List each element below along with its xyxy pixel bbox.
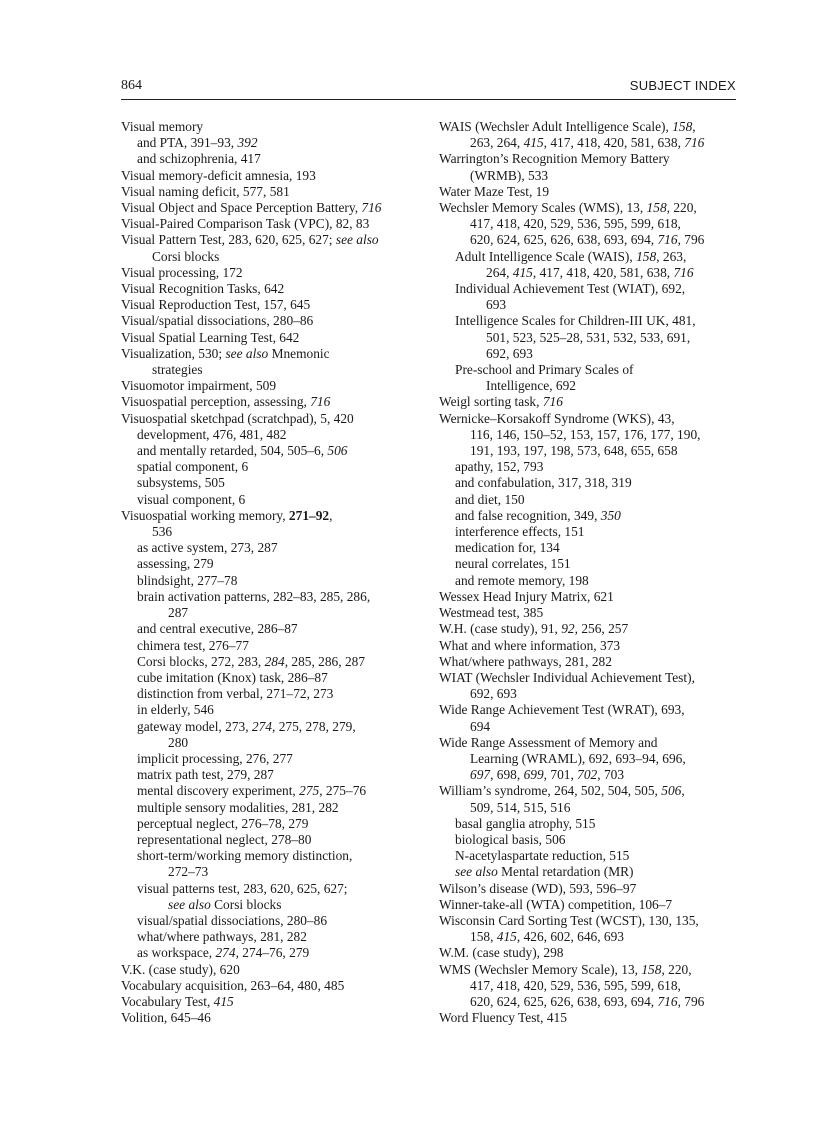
- index-entry: Visual-Paired Comparison Task (VPC), 82, 83: [121, 216, 370, 232]
- index-entry-continuation: 287: [168, 605, 189, 621]
- index-subentry: Individual Achievement Test (WIAT), 692,: [455, 281, 686, 297]
- index-entry: W.M. (case study), 298: [439, 945, 564, 961]
- index-entry-continuation: 191, 193, 197, 198, 573, 648, 655, 658: [470, 443, 678, 459]
- index-subentry: as workspace, 274, 274–76, 279: [137, 945, 310, 961]
- index-subentry: what/where pathways, 281, 282: [137, 929, 307, 945]
- index-entry: W.H. (case study), 91, 92, 256, 257: [439, 621, 629, 637]
- index-entry: Visual/spatial dissociations, 280–86: [121, 313, 314, 329]
- index-subentry: as active system, 273, 287: [137, 540, 278, 556]
- index-subentry: chimera test, 276–77: [137, 637, 249, 653]
- index-subentry: gateway model, 273, 274, 275, 278, 279,: [137, 718, 356, 734]
- index-subentry: subsystems, 505: [137, 475, 225, 491]
- index-subentry: cube imitation (Knox) task, 286–87: [137, 669, 328, 685]
- index-subentry: see also Mental retardation (MR): [455, 864, 634, 880]
- index-subentry: representational neglect, 278–80: [137, 831, 312, 847]
- index-subentry: visual component, 6: [137, 491, 246, 507]
- index-entry: Wernicke–Korsakoff Syndrome (WKS), 43,: [439, 410, 675, 426]
- index-entry-continuation: 158, 415, 426, 602, 646, 693: [470, 929, 624, 945]
- index-subentry: development, 476, 481, 482: [137, 426, 287, 442]
- index-entry: What/where pathways, 281, 282: [439, 653, 612, 669]
- index-entry: Visuomotor impairment, 509: [121, 378, 277, 394]
- index-entry-continuation: 693: [486, 297, 507, 313]
- index-subentry: and PTA, 391–93, 392: [137, 135, 258, 151]
- index-entry-continuation: Learning (WRAML), 692, 693–94, 696,: [470, 750, 686, 766]
- index-entry-continuation: 509, 514, 515, 516: [470, 799, 571, 815]
- index-subentry: and false recognition, 349, 350: [455, 507, 621, 523]
- index-entry-continuation: 536: [152, 524, 173, 540]
- index-entry: V.K. (case study), 620: [121, 961, 240, 977]
- index-subentry: Adult Intelligence Scale (WAIS), 158, 263,: [455, 248, 687, 264]
- index-entry: Visual memory: [121, 119, 204, 134]
- page-header: [121, 78, 736, 96]
- index-subentry: short-term/working memory distinction,: [137, 848, 353, 864]
- index-entry-continuation: 697, 698, 699, 701, 702, 703: [470, 767, 625, 783]
- index-entry: Visual Recognition Tasks, 642: [121, 281, 285, 297]
- index-subentry: Intelligence Scales for Children-III UK, 481,: [455, 313, 696, 329]
- index-subentry: and diet, 150: [455, 491, 525, 507]
- index-subentry: multiple sensory modalities, 281, 282: [137, 799, 339, 815]
- index-subentry: basal ganglia atrophy, 515: [455, 815, 596, 831]
- index-subentry: blindsight, 277–78: [137, 572, 238, 588]
- index-entry: WMS (Wechsler Memory Scale), 13, 158, 220,: [439, 961, 692, 977]
- index-entry-continuation: (WRMB), 533: [470, 167, 549, 183]
- index-entry-continuation: see also Corsi blocks: [168, 896, 282, 912]
- index-entry-continuation: 264, 415, 417, 418, 420, 581, 638, 716: [486, 264, 694, 280]
- index-subentry: assessing, 279: [137, 556, 214, 572]
- index-entry-continuation: 692, 693: [470, 686, 517, 702]
- index-subentry: brain activation patterns, 282–83, 285, 286,: [137, 588, 371, 604]
- index-entry-continuation: 272–73: [168, 864, 209, 880]
- index-subentry: and confabulation, 317, 318, 319: [455, 475, 632, 491]
- index-entry: Visualization, 530; see also Mnemonic: [121, 345, 330, 361]
- index-subentry: and mentally retarded, 504, 505–6, 506: [137, 443, 348, 459]
- index-entry: Winner-take-all (WTA) competition, 106–7: [439, 896, 673, 912]
- index-entry: Warrington’s Recognition Memory Battery: [439, 151, 670, 167]
- index-entry: WIAT (Wechsler Individual Achievement Test),: [439, 669, 695, 685]
- index-entry-continuation: 620, 624, 625, 626, 638, 693, 694, 716, 796: [470, 993, 705, 1009]
- index-entry: Visual Pattern Test, 283, 620, 625, 627; see also: [121, 232, 379, 248]
- index-column-left: [121, 119, 421, 1026]
- index-entry: Visuospatial sketchpad (scratchpad), 5, 420: [121, 410, 354, 426]
- index-subentry: distinction from verbal, 271–72, 273: [137, 686, 334, 702]
- index-entry: Vocabulary Test, 415: [121, 993, 234, 1009]
- index-entry: Weigl sorting task, 716: [439, 394, 563, 410]
- index-entry: Wide Range Achievement Test (WRAT), 693,: [439, 702, 685, 718]
- index-entry-continuation: 501, 523, 525–28, 531, 532, 533, 691,: [486, 329, 691, 345]
- index-subentry: N-acetylaspartate reduction, 515: [455, 848, 630, 864]
- index-entry: Visual Spatial Learning Test, 642: [121, 329, 300, 345]
- index-subentry: visual patterns test, 283, 620, 625, 627;: [137, 880, 348, 896]
- index-subentry: apathy, 152, 793: [455, 459, 544, 475]
- index-entry: Wide Range Assessment of Memory and: [439, 734, 658, 750]
- index-subentry: and central executive, 286–87: [137, 621, 298, 637]
- index-entry: Visual Object and Space Perception Battery, 716: [121, 200, 382, 216]
- index-entry: Water Maze Test, 19: [439, 183, 550, 199]
- index-entry: Visual naming deficit, 577, 581: [121, 183, 290, 199]
- index-subentry: in elderly, 546: [137, 702, 214, 718]
- index-subentry: spatial component, 6: [137, 459, 249, 475]
- index-entry: Visuospatial working memory, 271–92,: [121, 507, 333, 523]
- index-subentry: interference effects, 151: [455, 524, 585, 540]
- index-column-right: [439, 119, 739, 1026]
- index-entry-continuation: strategies: [152, 362, 203, 378]
- index-entry: Wechsler Memory Scales (WMS), 13, 158, 220,: [439, 200, 697, 216]
- index-entry-continuation: 263, 264, 415, 417, 418, 420, 581, 638, 716: [470, 135, 705, 151]
- index-entry: Word Fluency Test, 415: [439, 1010, 567, 1026]
- index-entry: Volition, 645–46: [121, 1010, 211, 1026]
- index-entry: Westmead test, 385: [439, 605, 544, 621]
- index-subentry: neural correlates, 151: [455, 556, 571, 572]
- index-entry: Wessex Head Injury Matrix, 621: [439, 588, 614, 604]
- index-entry-continuation: Corsi blocks: [152, 248, 220, 264]
- index-entry: Visual processing, 172: [121, 264, 243, 280]
- index-subentry: and remote memory, 198: [455, 572, 589, 588]
- running-head: SUBJECT INDEX: [629, 78, 736, 93]
- index-entry-continuation: 116, 146, 150–52, 153, 157, 176, 177, 190,: [470, 426, 701, 442]
- index-entry: What and where information, 373: [439, 637, 621, 653]
- index-subentry: Corsi blocks, 272, 283, 284, 285, 286, 287: [137, 653, 366, 669]
- index-subentry: matrix path test, 279, 287: [137, 767, 274, 783]
- index-entry: Vocabulary acquisition, 263–64, 480, 485: [121, 977, 345, 993]
- index-entry: Visuospatial perception, assessing, 716: [121, 394, 331, 410]
- index-subentry: biological basis, 506: [455, 831, 566, 847]
- index-subentry: medication for, 134: [455, 540, 560, 556]
- index-entry-continuation: 694: [470, 718, 491, 734]
- header-rule: [121, 99, 736, 100]
- index-subentry: mental discovery experiment, 275, 275–76: [137, 783, 367, 799]
- index-entry-continuation: 417, 418, 420, 529, 536, 595, 599, 618,: [470, 977, 681, 993]
- index-subentry: visual/spatial dissociations, 280–86: [137, 912, 328, 928]
- index-entry-continuation: 280: [168, 734, 189, 750]
- index-subentry: implicit processing, 276, 277: [137, 750, 293, 766]
- index-entry: Wisconsin Card Sorting Test (WCST), 130, 135,: [439, 912, 699, 928]
- page-number: 864: [121, 78, 142, 93]
- index-entry-continuation: 692, 693: [486, 345, 533, 361]
- index-entry-continuation: Intelligence, 692: [486, 378, 576, 394]
- index-subentry: Pre-school and Primary Scales of: [455, 362, 634, 378]
- index-entry-continuation: 417, 418, 420, 529, 536, 595, 599, 618,: [470, 216, 681, 232]
- index-entry-continuation: 620, 624, 625, 626, 638, 693, 694, 716, 796: [470, 232, 705, 248]
- index-entry: Visual memory-deficit amnesia, 193: [121, 167, 316, 183]
- index-subentry: and schizophrenia, 417: [137, 151, 261, 167]
- index-entry: WAIS (Wechsler Adult Intelligence Scale), 158,: [439, 119, 696, 134]
- index-subentry: perceptual neglect, 276–78, 279: [137, 815, 309, 831]
- index-entry: William’s syndrome, 264, 502, 504, 505, 506,: [439, 783, 685, 799]
- index-entry: Visual Reproduction Test, 157, 645: [121, 297, 311, 313]
- index-entry: Wilson’s disease (WD), 593, 596–97: [439, 880, 637, 896]
